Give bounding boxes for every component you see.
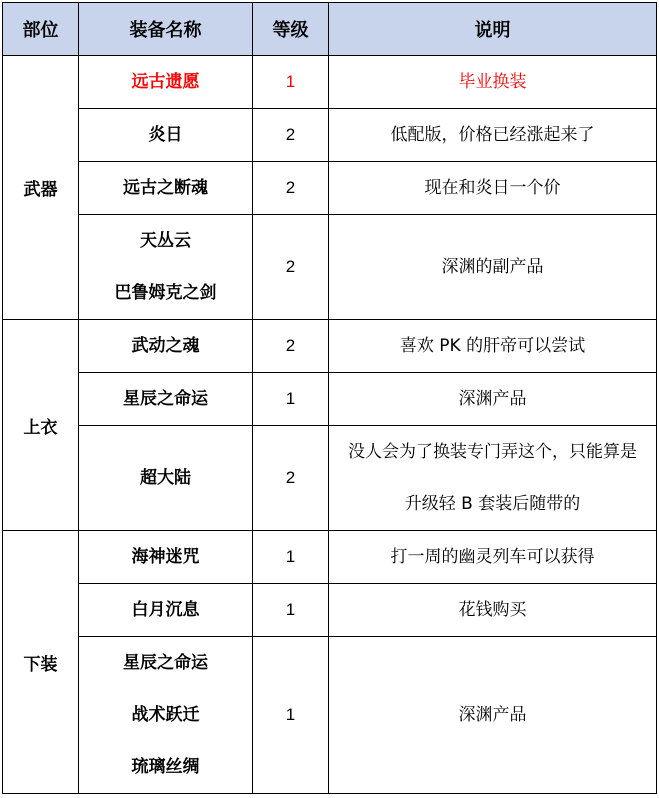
part-cell-bottom: 下装 bbox=[3, 531, 79, 794]
description-cell bbox=[329, 56, 657, 109]
name-line: 远古遗愿 bbox=[131, 72, 200, 92]
name-line: 星辰之命运 bbox=[123, 389, 208, 409]
description-cell bbox=[329, 162, 657, 215]
header-equipment-name: 装备名称 bbox=[79, 3, 253, 56]
level-cell: 1 bbox=[253, 637, 329, 794]
desc-line: 现在和炎日一个价 bbox=[424, 178, 561, 198]
table-row bbox=[3, 584, 657, 637]
level-cell: 1 bbox=[253, 373, 329, 426]
equipment-table bbox=[2, 2, 657, 794]
table-row bbox=[3, 373, 657, 426]
desc-line: 花钱购买 bbox=[458, 600, 527, 620]
equipment-name bbox=[79, 320, 253, 373]
equipment-name bbox=[79, 584, 253, 637]
table-row bbox=[3, 109, 657, 162]
level-cell: 2 bbox=[253, 162, 329, 215]
table-row bbox=[3, 320, 657, 373]
desc-line: 没人会为了换装专门弄这个，只能算是 bbox=[348, 442, 637, 462]
name-line: 超大陆 bbox=[140, 468, 191, 488]
name-line: 琉璃丝绸 bbox=[131, 757, 200, 777]
equipment-name bbox=[79, 162, 253, 215]
name-line: 炎日 bbox=[148, 125, 183, 145]
desc-line: 升级轻 B 套装后随带的 bbox=[404, 494, 581, 514]
name-line: 远古之断魂 bbox=[123, 178, 208, 198]
equipment-name bbox=[79, 109, 253, 162]
description-cell bbox=[329, 373, 657, 426]
name-line: 天丛云 bbox=[140, 231, 191, 251]
level-cell: 2 bbox=[253, 109, 329, 162]
equipment-name bbox=[79, 426, 253, 531]
desc-line: 深渊产品 bbox=[458, 705, 527, 725]
level-cell: 1 bbox=[253, 584, 329, 637]
level-cell: 2 bbox=[253, 426, 329, 531]
table-row bbox=[3, 531, 657, 584]
header-description: 说明 bbox=[329, 3, 657, 56]
description-cell bbox=[329, 637, 657, 794]
header-row bbox=[3, 3, 657, 56]
part-cell-top: 上衣 bbox=[3, 320, 79, 531]
name-line: 星辰之命运 bbox=[123, 653, 208, 673]
desc-line: 低配版，价格已经涨起来了 bbox=[390, 125, 595, 145]
equipment-name bbox=[79, 637, 253, 794]
description-cell bbox=[329, 584, 657, 637]
level-cell: 1 bbox=[253, 531, 329, 584]
name-line: 武动之魂 bbox=[131, 336, 200, 356]
desc-line: 毕业换装 bbox=[458, 72, 527, 92]
table-row bbox=[3, 162, 657, 215]
part-cell-weapon: 武器 bbox=[3, 56, 79, 320]
table-row bbox=[3, 215, 657, 320]
desc-line: 深渊的副产品 bbox=[441, 257, 544, 277]
header-level: 等级 bbox=[253, 3, 329, 56]
equipment-name bbox=[79, 56, 253, 109]
table-row bbox=[3, 56, 657, 109]
table-row bbox=[3, 426, 657, 531]
description-cell bbox=[329, 531, 657, 584]
level-cell: 1 bbox=[253, 56, 329, 109]
table-row bbox=[3, 637, 657, 794]
equipment-name bbox=[79, 215, 253, 320]
desc-line: 打一周的幽灵列车可以获得 bbox=[390, 547, 595, 567]
description-cell bbox=[329, 320, 657, 373]
description-cell bbox=[329, 426, 657, 531]
equipment-name bbox=[79, 373, 253, 426]
description-cell bbox=[329, 109, 657, 162]
header-part: 部位 bbox=[3, 3, 79, 56]
name-line: 海神迷咒 bbox=[131, 547, 200, 567]
equipment-name bbox=[79, 531, 253, 584]
description-cell bbox=[329, 215, 657, 320]
name-line: 巴鲁姆克之剑 bbox=[114, 283, 217, 303]
level-cell: 2 bbox=[253, 320, 329, 373]
desc-line: 深渊产品 bbox=[458, 389, 527, 409]
desc-line: 喜欢 PK 的肝帝可以尝试 bbox=[399, 336, 586, 356]
level-cell: 2 bbox=[253, 215, 329, 320]
name-line: 战术跃迁 bbox=[131, 705, 200, 725]
name-line: 白月沉息 bbox=[131, 600, 200, 620]
